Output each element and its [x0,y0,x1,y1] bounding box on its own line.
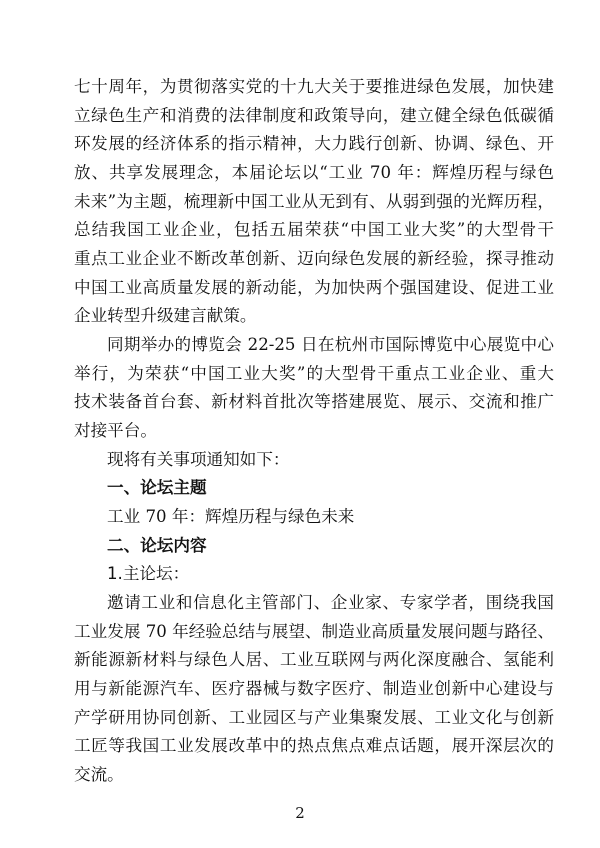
body-text-line: 用与新能源汽车、医疗器械与数字医疗、制造业创新中心建设与 [74,679,554,698]
body-text-line: 中国工业高质量发展的新动能，为加快两个强国建设、促进工业 [74,278,554,297]
page-number: 2 [295,804,305,822]
body-text-line: 总结我国工业企业，包括五届荣获“中国工业大奖”的大型骨干 [74,220,554,239]
body-text-line: 立绿色生产和消费的法律制度和政策导向，建立健全绿色低碳循 [74,106,554,125]
body-text-line: 工匠等我国工业发展改革中的热点焦点难点话题，展开深层次的 [74,736,554,755]
section-text: 工业 70 年：辉煌历程与绿色未来 [107,507,355,526]
section-heading: 一、论坛主题 [107,478,207,497]
body-text-line: 企业转型升级建言献策。 [74,306,257,325]
section-heading: 二、论坛内容 [107,536,207,555]
body-text-line: 技术装备首台套、新材料首批次等搭建展览、展示、交流和推广 [74,392,554,411]
body-text-line: 邀请工业和信息化主管部门、企业家、专家学者，围绕我国 [107,593,554,612]
body-text-line: 放、共享发展理念，本届论坛以“工业 70 年：辉煌历程与绿色 [74,163,554,182]
subsection-heading: 1.主论坛： [107,564,190,583]
body-text-line: 产学研用协同创新、工业园区与产业集聚发展、工业文化与创新 [74,708,554,727]
body-text-line: 新能源新材料与绿色人居、工业互联网与两化深度融合、氢能利 [74,650,554,669]
body-text-line: 对接平台。 [74,421,157,440]
body-text-line: 同期举办的博览会 22-25 日在杭州市国际博览中心展览中心 [107,335,554,354]
body-text-line: 重点工业企业不断改革创新、迈向绿色发展的新经验，探寻推动 [74,249,554,268]
body-text-line: 交流。 [74,765,124,784]
body-text-line: 环发展的经济体系的指示精神，大力践行创新、协调、绿色、开 [74,134,554,153]
body-text-line: 工业发展 70 年经验总结与展望、制造业高质量发展问题与路径、 [74,622,554,641]
notice-line: 现将有关事项通知如下： [107,450,290,469]
body-text-line: 七十周年，为贯彻落实党的十九大关于要推进绿色发展，加快建 [74,77,554,96]
body-text-line: 举行，为荣获“中国工业大奖”的大型骨干重点工业企业、重大 [74,364,554,383]
body-text-line: 未来”为主题，梳理新中国工业从无到有、从弱到强的光辉历程， [74,192,554,211]
